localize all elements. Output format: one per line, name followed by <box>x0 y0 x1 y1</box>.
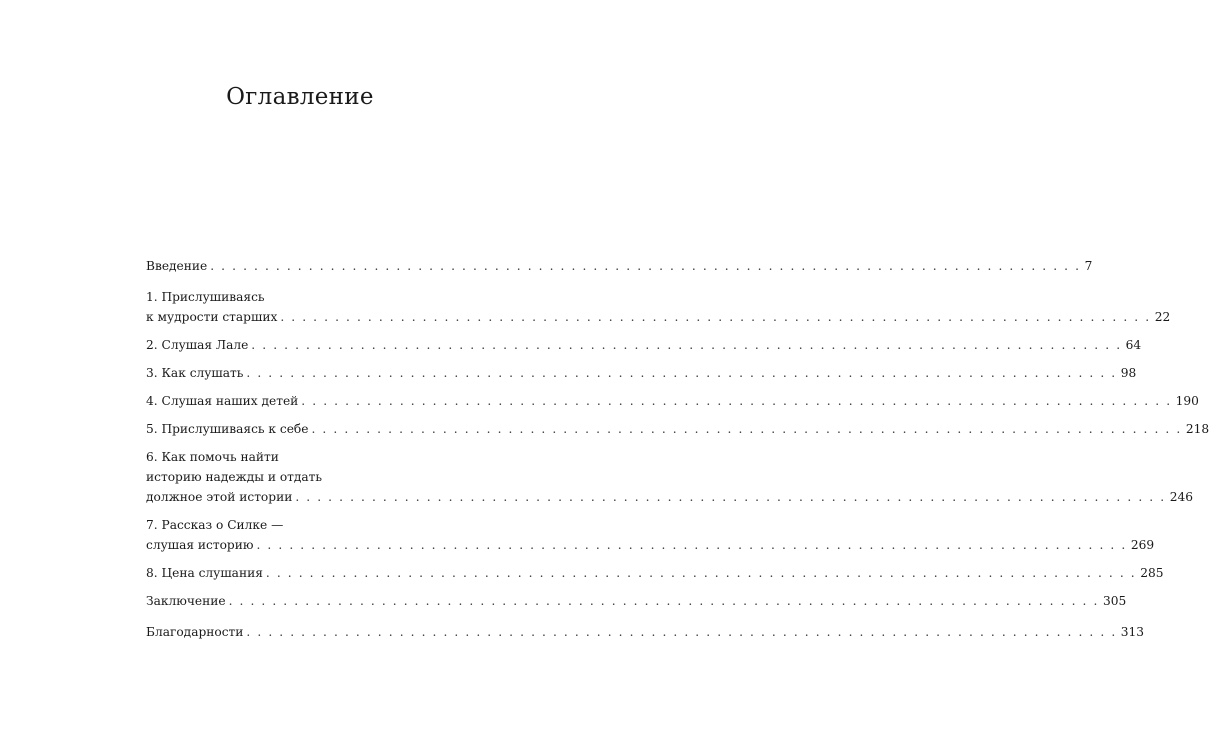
toc-entry-chapter-2[interactable] <box>146 335 1142 355</box>
toc-entry-conclusion[interactable] <box>146 591 1127 611</box>
toc-page-number: 305 <box>1102 594 1127 608</box>
page-title: Оглавление <box>226 84 374 110</box>
dot-leader: . . . . . . . . . . . . . . . . . . . . . . . . . . . . . . . . . . . . . . . . . . . . . . . . . . . . . . . . . . . . . . . . . . . . . . . . . . . . . . . . <box>210 259 1081 273</box>
toc-entry-title-continued: к мудрости старших <box>146 310 278 324</box>
toc-page-number: 218 <box>1185 422 1209 436</box>
toc-entry-title: 8. Цена слушания <box>146 566 263 580</box>
dot-leader: . . . . . . . . . . . . . . . . . . . . . . . . . . . . . . . . . . . . . . . . . . . . . . . . . . . . . . . . . . . . . . . . . . . . . . . . . . . . . . . . <box>265 566 1137 580</box>
toc-page-number: 190 <box>1175 394 1199 408</box>
toc-entry-title: 4. Слушая наших детей <box>146 394 299 408</box>
toc-entry-chapter-8[interactable] <box>146 563 1164 583</box>
toc-entry-title: 3. Как слушать <box>146 366 244 380</box>
toc-entry-chapter-3[interactable] <box>146 363 1137 383</box>
dot-leader: . . . . . . . . . . . . . . . . . . . . . . . . . . . . . . . . . . . . . . . . . . . . . . . . . . . . . . . . . . . . . . . . . . . . . . . . . . . . . . . . <box>311 422 1182 436</box>
toc-entry-title-continued: должное этой истории <box>146 490 293 504</box>
toc-page-number: 285 <box>1140 566 1164 580</box>
toc-entry-chapter-6[interactable] <box>146 447 1193 507</box>
dot-leader: . . . . . . . . . . . . . . . . . . . . . . . . . . . . . . . . . . . . . . . . . . . . . . . . . . . . . . . . . . . . . . . . . . . . . . . . . . . . . . . . <box>280 310 1151 324</box>
toc-entry-chapter-7[interactable] <box>146 515 1155 555</box>
dot-leader: . . . . . . . . . . . . . . . . . . . . . . . . . . . . . . . . . . . . . . . . . . . . . . . . . . . . . . . . . . . . . . . . . . . . . . . . . . . . . . . . <box>295 490 1166 504</box>
toc-entry-title-continued: слушая историю <box>146 538 254 552</box>
toc-entry-chapter-1[interactable] <box>146 287 1171 327</box>
toc-entry-title: Введение <box>146 259 208 273</box>
toc-page-number: 22 <box>1154 310 1171 324</box>
toc-entry-title: Благодарности <box>146 625 244 639</box>
toc-entry-title: 7. Рассказ о Силке — <box>146 518 284 532</box>
toc-page-number: 64 <box>1125 338 1142 352</box>
toc-entry-title: Заключение <box>146 594 226 608</box>
toc-page-number: 98 <box>1120 366 1137 380</box>
toc-entry-introduction[interactable] <box>146 256 1093 276</box>
toc-entry-title: 6. Как помочь найти <box>146 450 279 464</box>
toc-entry-acknowledgements[interactable] <box>146 622 1145 642</box>
toc-entry-title: 2. Слушая Лале <box>146 338 249 352</box>
toc-entry-chapter-5[interactable] <box>146 419 1209 439</box>
toc-entry-title: 1. Прислушиваясь <box>146 290 265 304</box>
toc-page-number: 313 <box>1120 625 1145 639</box>
toc-entry-chapter-4[interactable] <box>146 391 1199 411</box>
table-of-contents <box>146 256 1209 642</box>
toc-entry-title: 5. Прислушиваясь к себе <box>146 422 309 436</box>
toc-entry-title-continued: историю надежды и отдать <box>146 470 323 484</box>
toc-page-number: 246 <box>1169 490 1193 504</box>
dot-leader: . . . . . . . . . . . . . . . . . . . . . . . . . . . . . . . . . . . . . . . . . . . . . . . . . . . . . . . . . . . . . . . . . . . . . . . . . . . . . . . . <box>251 338 1122 352</box>
dot-leader: . . . . . . . . . . . . . . . . . . . . . . . . . . . . . . . . . . . . . . . . . . . . . . . . . . . . . . . . . . . . . . . . . . . . . . . . . . . . . . . . <box>256 538 1127 552</box>
dot-leader: . . . . . . . . . . . . . . . . . . . . . . . . . . . . . . . . . . . . . . . . . . . . . . . . . . . . . . . . . . . . . . . . . . . . . . . . . . . . . . . . <box>246 366 1117 380</box>
dot-leader: . . . . . . . . . . . . . . . . . . . . . . . . . . . . . . . . . . . . . . . . . . . . . . . . . . . . . . . . . . . . . . . . . . . . . . . . . . . . . . . . <box>301 394 1172 408</box>
toc-page-number: 7 <box>1084 259 1093 273</box>
toc-page-number: 269 <box>1130 538 1155 552</box>
dot-leader: . . . . . . . . . . . . . . . . . . . . . . . . . . . . . . . . . . . . . . . . . . . . . . . . . . . . . . . . . . . . . . . . . . . . . . . . . . . . . . . . <box>246 625 1117 639</box>
dot-leader: . . . . . . . . . . . . . . . . . . . . . . . . . . . . . . . . . . . . . . . . . . . . . . . . . . . . . . . . . . . . . . . . . . . . . . . . . . . . . . . . <box>228 594 1099 608</box>
